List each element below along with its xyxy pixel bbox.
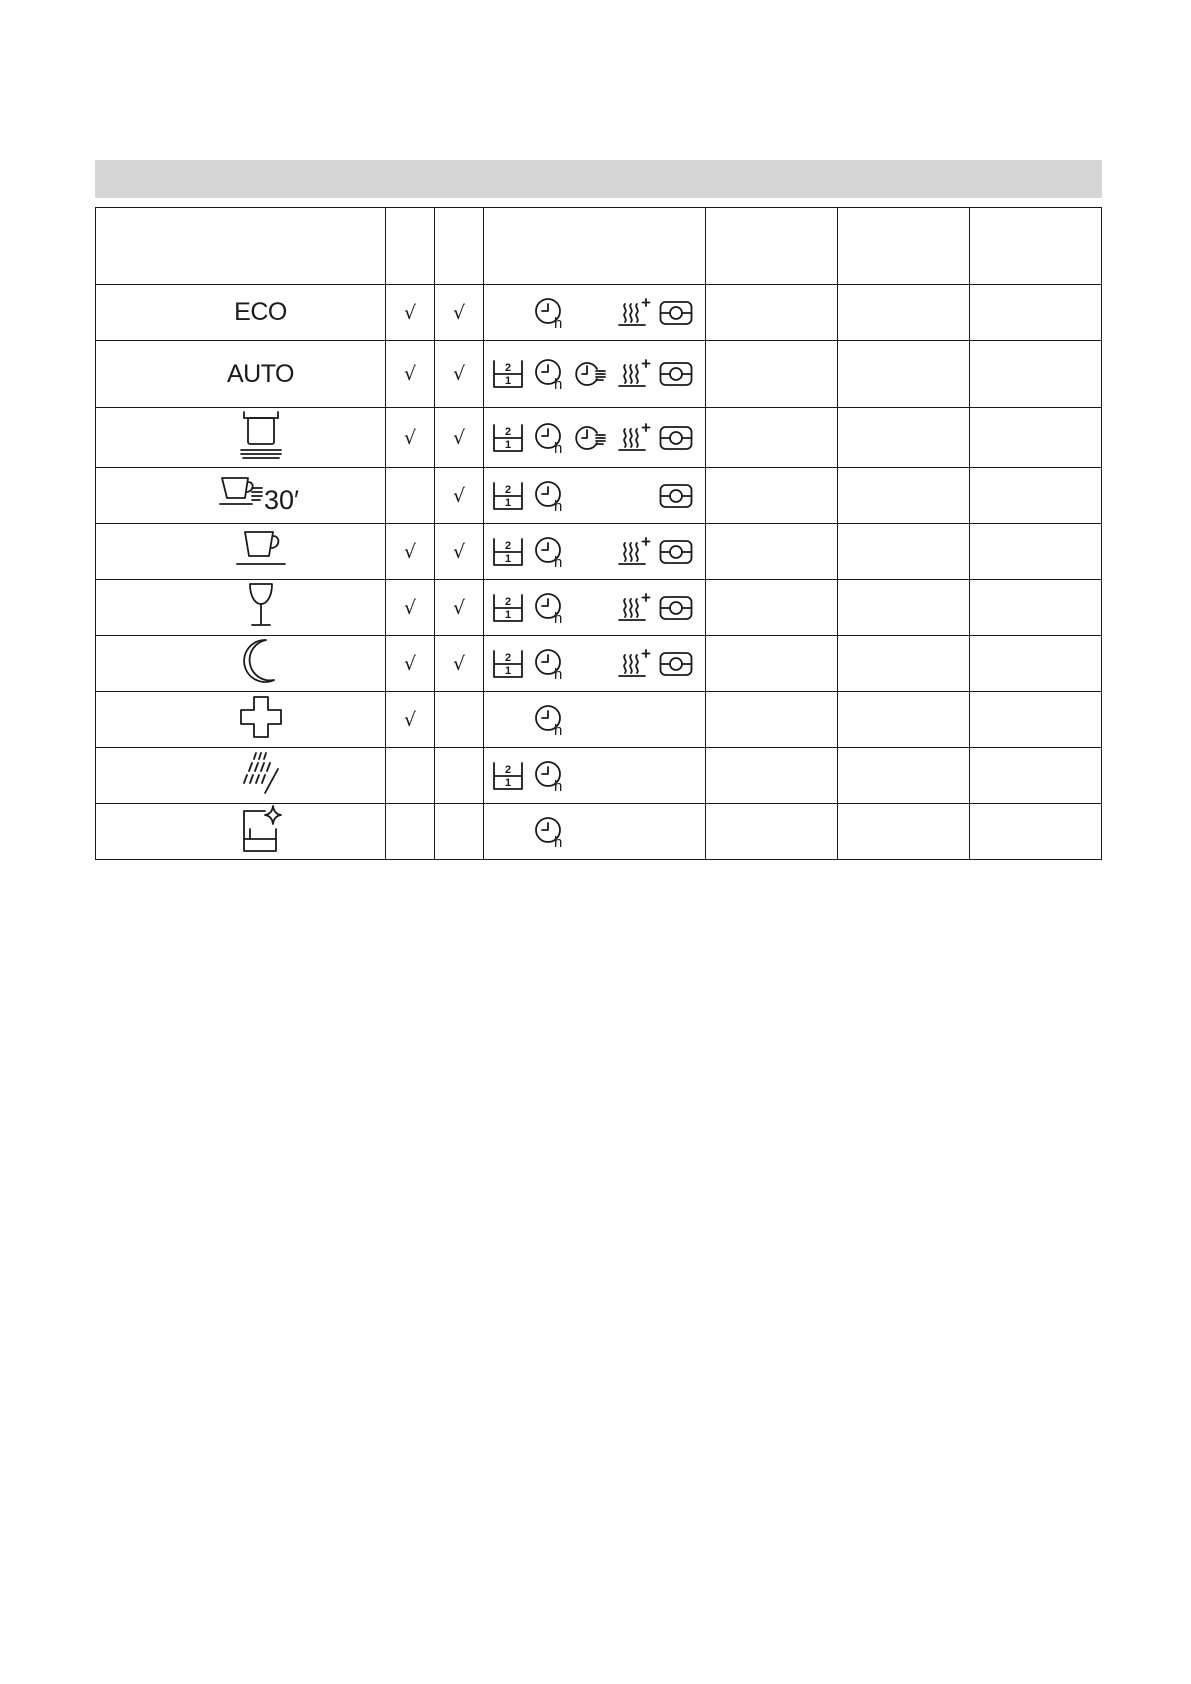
empty-cell [838,468,970,524]
svg-text:2: 2 [504,651,512,664]
extra-dry-icon [616,296,652,330]
delay-start-icon [532,647,568,681]
empty-option-slot [616,479,652,513]
svg-text:2: 2 [504,595,512,608]
quick-30-icon [218,472,304,514]
check-cell-1: √ [386,692,435,748]
table-row [96,285,1102,341]
option-icons [484,357,705,391]
check-cell-1: √ [386,636,435,692]
table-row [96,748,1102,804]
empty-cell [970,341,1102,408]
half-load-icon [490,421,526,455]
option-icons [484,591,705,625]
delay-start-icon [532,815,568,849]
empty-option-slot [574,535,610,569]
empty-option-slot [574,815,610,849]
half-load-icon [490,535,526,569]
half-load-icon [490,357,526,391]
empty-cell [838,748,970,804]
empty-option-slot [574,759,610,793]
extra-dry-icon [616,647,652,681]
empty-cell [838,580,970,636]
header-cell-2 [435,208,484,285]
empty-option-slot [658,815,694,849]
table-title-bar [95,160,1102,198]
options-cell [484,408,706,468]
empty-cell [970,468,1102,524]
empty-cell [970,692,1102,748]
empty-option-slot [490,703,526,737]
svg-text:1: 1 [504,552,512,565]
empty-option-slot [490,296,526,330]
options-cell [484,636,706,692]
delay-start-icon [532,357,568,391]
programme-cell [96,408,386,468]
svg-text:2: 2 [504,362,512,374]
rinse-aid-icon [658,357,694,391]
svg-text:h: h [554,314,563,332]
rinse-aid-icon [658,296,694,330]
empty-cell [706,692,838,748]
table-header-row [96,208,1102,285]
empty-cell [706,524,838,580]
options-cell [484,341,706,408]
svg-text:2: 2 [504,539,512,552]
table-row [96,692,1102,748]
check-cell-1 [386,748,435,804]
check-cell-2 [435,748,484,804]
programme-cell [96,804,386,860]
programme-cell [96,748,386,804]
options-cell [484,748,706,804]
empty-cell [706,804,838,860]
option-icons [484,647,705,681]
header-cell-7 [970,208,1102,285]
empty-option-slot [574,296,610,330]
options-cell [484,285,706,341]
programme-options-table [95,207,1102,860]
check-cell-1: √ [386,285,435,341]
delay-start-icon [532,535,568,569]
empty-cell [838,524,970,580]
half-load-icon [490,759,526,793]
delay-start-icon [532,296,568,330]
check-cell-2: √ [435,341,484,408]
svg-text:h: h [554,665,563,683]
half-load-icon [490,591,526,625]
check-cell-1 [386,804,435,860]
options-cell [484,804,706,860]
machine-care-icon [238,805,284,853]
programme-cell [96,468,386,524]
svg-text:h: h [554,721,563,739]
header-cell-programme [96,208,386,285]
check-cell-1: √ [386,341,435,408]
extra-dry-icon [616,421,652,455]
table-row [96,341,1102,408]
check-cell-1: √ [386,408,435,468]
svg-text:h: h [554,553,563,571]
delay-start-icon [532,421,568,455]
programme-name: ECO [234,298,287,326]
empty-cell [970,285,1102,341]
svg-text:1: 1 [504,776,512,789]
empty-cell [706,748,838,804]
svg-text:h: h [554,497,563,515]
svg-text:1: 1 [504,496,512,509]
empty-cell [970,524,1102,580]
empty-cell [838,804,970,860]
header-cell-1 [386,208,435,285]
programme-cell [96,636,386,692]
option-icons [484,296,705,330]
programme-name: AUTO [227,359,294,388]
programme-cell [96,692,386,748]
empty-cell [838,408,970,468]
empty-option-slot [616,703,652,737]
rinse-aid-icon [658,535,694,569]
empty-cell [970,636,1102,692]
rinse-aid-icon [658,647,694,681]
delay-start-icon [532,591,568,625]
options-cell [484,692,706,748]
option-icons [484,703,705,737]
check-cell-2 [435,692,484,748]
svg-text:h: h [554,777,563,795]
svg-text:2: 2 [504,483,512,496]
time-saver-icon [574,421,610,455]
empty-cell [706,341,838,408]
svg-text:h: h [554,439,563,457]
option-icons [484,479,705,513]
programme-cell [96,524,386,580]
check-cell-2 [435,804,484,860]
svg-text:h: h [554,609,563,627]
check-cell-1: √ [386,580,435,636]
svg-text:h: h [554,833,563,851]
svg-text:30′: 30′ [263,485,299,515]
delay-start-icon [532,759,568,793]
intensive-pot-icon [236,410,286,460]
rinse-aid-icon [658,421,694,455]
options-cell [484,468,706,524]
check-cell-2: √ [435,468,484,524]
empty-option-slot [658,759,694,793]
rinse-aid-icon [658,591,694,625]
empty-option-slot [574,591,610,625]
empty-option-slot [574,647,610,681]
empty-cell [970,580,1102,636]
empty-cell [838,285,970,341]
empty-cell [706,580,838,636]
table-row [96,636,1102,692]
time-saver-icon [574,357,610,391]
check-cell-2: √ [435,636,484,692]
empty-cell [970,748,1102,804]
empty-cell [838,341,970,408]
header-cell-options [484,208,706,285]
check-cell-2: √ [435,580,484,636]
svg-text:1: 1 [504,375,512,387]
option-icons [484,815,705,849]
extra-dry-icon [616,591,652,625]
empty-option-slot [574,479,610,513]
empty-option-slot [658,703,694,737]
svg-text:1: 1 [504,438,512,451]
delay-start-icon [532,703,568,737]
empty-option-slot [616,759,652,793]
option-icons [484,421,705,455]
header-cell-5 [706,208,838,285]
check-cell-2: √ [435,408,484,468]
empty-cell [706,285,838,341]
half-load-icon [490,647,526,681]
pre-rinse-icon [238,751,284,795]
table-row [96,580,1102,636]
empty-cell [706,408,838,468]
options-cell [484,580,706,636]
programme-cell [96,580,386,636]
programme-cell [96,285,386,341]
hygiene-cross-icon [239,695,283,739]
night-moon-icon [244,637,278,685]
cup-icon [233,526,289,572]
check-cell-2: √ [435,524,484,580]
rinse-aid-icon [658,479,694,513]
programme-cell [96,341,386,408]
half-load-icon [490,479,526,513]
glass-icon [246,582,276,628]
extra-dry-icon [616,357,652,391]
empty-cell [838,636,970,692]
empty-cell [970,804,1102,860]
table-row [96,408,1102,468]
empty-cell [706,468,838,524]
options-cell [484,524,706,580]
option-icons [484,535,705,569]
check-cell-1: √ [386,524,435,580]
empty-option-slot [616,815,652,849]
empty-option-slot [574,703,610,737]
svg-text:h: h [554,376,563,393]
svg-text:1: 1 [504,608,512,621]
check-cell-1 [386,468,435,524]
empty-cell [706,636,838,692]
table-row [96,468,1102,524]
svg-text:2: 2 [504,763,512,776]
extra-dry-icon [616,535,652,569]
svg-text:2: 2 [504,425,512,438]
delay-start-icon [532,479,568,513]
table-row [96,804,1102,860]
header-cell-6 [838,208,970,285]
check-cell-2: √ [435,285,484,341]
option-icons [484,759,705,793]
empty-option-slot [490,815,526,849]
svg-text:1: 1 [504,664,512,677]
empty-cell [970,408,1102,468]
table-row [96,524,1102,580]
empty-cell [838,692,970,748]
